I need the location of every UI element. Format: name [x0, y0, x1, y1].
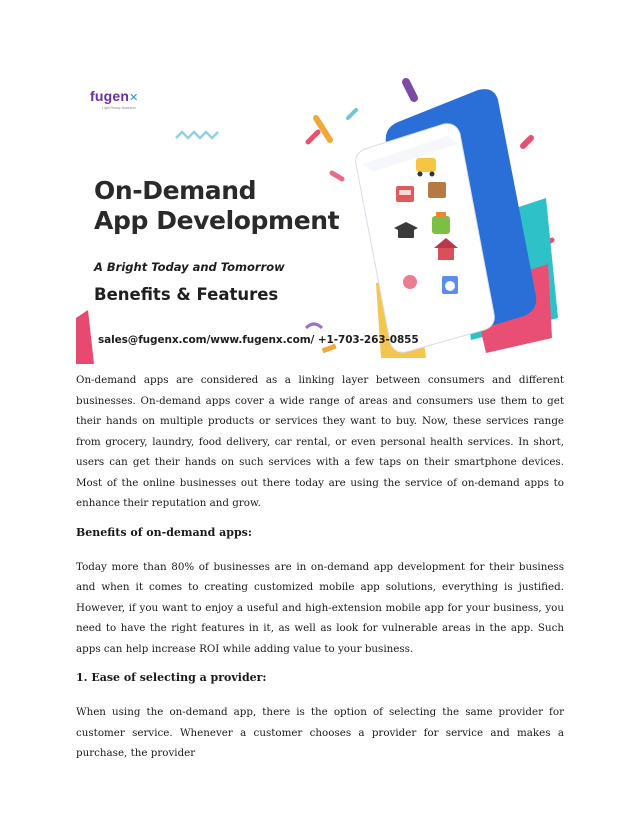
banner-contact: sales@fugenx.com/www.fugenx.com/ +1-703-263-0855 [98, 334, 419, 346]
banner-title [94, 176, 339, 236]
benefits-heading: Benefits of on-demand apps: [76, 525, 252, 539]
section1-paragraph: When using the on-demand app, there is the option of selecting the same provider for customer service. Whenever a customer chooses a provider for service and makes a purchase, the provider [76, 706, 564, 759]
hero-banner [76, 78, 564, 364]
logo-star-icon: ✕ [129, 91, 139, 104]
intro-paragraph: On-demand apps are considered as a linking layer between consumers and different businesses. On-demand apps cover a wide range of areas and consumers use them to get their hands on multiple products or services they want to buy. Now, these services range from grocery, laundry, food delivery, car rental, or even personal health services. In short, users can get their hands on such services with a few taps on their smartphone devices. Most of the online businesses out there today are using the service of on-demand apps to enhance their reputation and grow. [76, 374, 564, 509]
banner-title-line1: On-Demand [94, 176, 257, 205]
banner-features: Benefits & Features [94, 285, 279, 304]
logo-tagline: Light Ready Business [102, 106, 136, 110]
article-body [76, 370, 564, 764]
banner-subtitle: A Bright Today and Tomorrow [94, 260, 285, 274]
section1-heading: 1. Ease of selecting a provider: [76, 671, 267, 684]
logo-text: fugen [90, 88, 130, 104]
fugenx-logo [90, 86, 138, 110]
benefits-paragraph: Today more than 80% of businesses are in on-demand app development for their business and when it comes to creating customized mobile app solutions, everything is justified. However, if you want to enjoy a useful and high-extension mobile app for your business, you need to have the right features in it, as well as look for vulnerable areas in the app. Such apps can help increase ROI while adding value to your business. [76, 560, 564, 655]
banner-title-line2: App Development [94, 206, 340, 235]
